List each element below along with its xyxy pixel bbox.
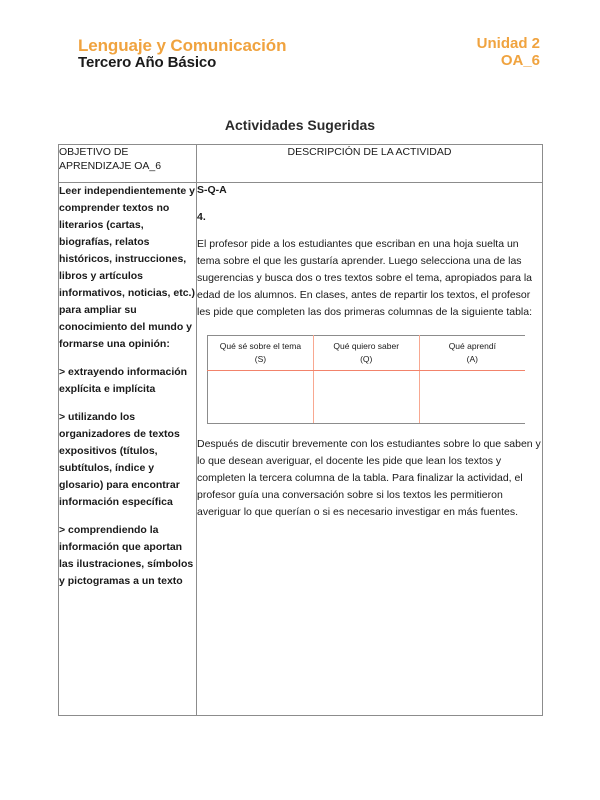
objective-bullet-explicit-implicit: > extrayendo información explícita e implícita <box>59 366 188 395</box>
header-left-group <box>78 36 286 72</box>
table-row <box>59 183 543 716</box>
activity-closing-paragraph: Después de discutir brevemente con los estudiantes sobre lo que saben y lo que desean averiguar, el docente les pide que lean los textos y completen la tercera columna de la tabla. Para finalizar la actividad, el profesor guía una conversación sobre si los textos les permitieron averiguar lo que querían o si es necesario investigar en más fuentes. <box>197 438 541 518</box>
column-header-objective: OBJETIVO DE APRENDIZAJE OA_6 <box>59 145 197 183</box>
objective-bullet-organizers: > utilizando los organizadores de textos expositivos (títulos, subtítulos, índice y glosario) para encontrar información específica <box>59 411 180 508</box>
sqa-worksheet-table <box>207 335 525 424</box>
header-right-group <box>477 36 540 70</box>
section-heading: Actividades Sugeridas <box>224 117 376 133</box>
sqa-column-key-q: (Q) <box>360 353 373 364</box>
sqa-header-row <box>208 336 526 371</box>
table-header-row <box>59 145 543 183</box>
sqa-column-header-s <box>208 336 314 371</box>
unit-label: Unidad 2 <box>476 35 540 52</box>
column-header-description: DESCRIPCIÓN DE LA ACTIVIDAD <box>197 145 543 183</box>
sqa-column-title-q: Qué quiero saber <box>333 341 400 352</box>
sqa-table-wrapper <box>207 335 540 424</box>
activities-table-body <box>59 183 543 716</box>
sqa-column-title-s: Qué sé sobre el tema <box>219 341 302 352</box>
description-cell <box>197 183 543 716</box>
sqa-cell-a <box>419 371 525 424</box>
sqa-table-body <box>208 371 526 424</box>
objective-paragraph-main: Leer independientemente y comprender textos no literarios (cartas, biografías, relatos históricos, instrucciones, libros y artículos informativos, noticias, etc.) para ampliar su conocimiento del mundo y formarse una opinión: <box>59 185 195 350</box>
sqa-empty-row <box>208 371 526 424</box>
sqa-cell-s <box>208 371 314 424</box>
activity-number-label: 4. <box>197 210 206 223</box>
subject-title: Lenguaje y Comunicación <box>78 36 287 55</box>
sqa-column-key-a: (A) <box>466 353 478 364</box>
grade-level-title: Tercero Año Básico <box>78 54 217 72</box>
activities-table <box>58 144 543 716</box>
sqa-column-key-s: (S) <box>254 353 267 364</box>
sqa-column-header-a <box>419 336 525 371</box>
objective-bullet-illustrations: > comprendiendo la información que aportan las ilustraciones, símbolos y pictogramas a un texto <box>59 524 194 587</box>
activity-intro-paragraph: El profesor pide a los estudiantes que escriban en una hoja suelta un tema sobre el que les gustaría aprender. Luego selecciona una de las sugerencias y busca dos o tres textos sobre el tema, apropiados para la edad de los alumnos. En clases, antes de repartir los textos, el profesor les pide que completen las dos primeras columnas de la siguiente tabla: <box>197 238 533 319</box>
activities-table-head <box>59 145 543 183</box>
oa-code-label: OA_6 <box>500 51 540 69</box>
sqa-table-head <box>208 336 526 371</box>
document-header <box>0 36 600 82</box>
sqa-column-title-a: Qué aprendí <box>448 341 496 352</box>
objective-cell <box>59 183 197 716</box>
sqa-column-header-q <box>313 336 419 371</box>
sqa-cell-q <box>313 371 419 424</box>
strategy-code-label: S-Q-A <box>197 184 227 196</box>
